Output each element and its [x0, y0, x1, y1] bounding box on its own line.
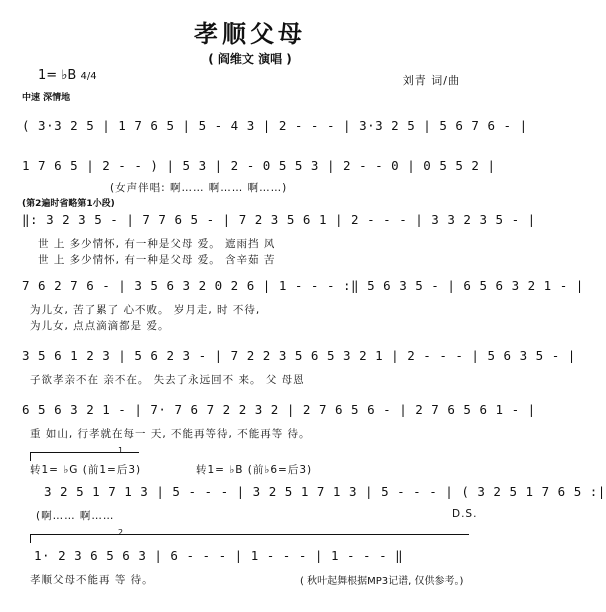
credit-line: 刘青 词/曲 [402, 74, 460, 87]
tempo-mark: 中速 深情地 [22, 93, 71, 103]
system-4-lyric-2: 为儿女, 点点滴滴都是 爱。 [30, 320, 170, 332]
system-7-lyric: (啊…… 啊…… [36, 510, 115, 522]
transpose-2: 转1= ♭B (前♭6=后3) [196, 464, 313, 476]
system-6-lyric: 重 如山, 行孝就在每一 天, 不能再等待, 不能再等 待。 [30, 428, 311, 440]
transpose-1: 转1= ♭G (前1=后3) [30, 464, 142, 476]
time-signature: 4/4 [80, 71, 97, 82]
system-5-music: 3 5 6 1 2 3 | 5 6 2 3 - | 7 2 2 3 5 6 5 3 2 1 | 2 - - - | 5 6 3 5 - | [22, 348, 576, 363]
system-4-music: 7 6 2 7 6 - | 3 5 6 3 2 0 2 6 | 1 - - - :‖ 5 6 3 5 - | 6 5 6 3 2 1 - | [22, 278, 584, 293]
ending-2-bracket [30, 534, 469, 543]
system-8-lyric: 孝顺父母不能再 等 待。 [30, 574, 154, 586]
system-2-music: 1 7 6 5 | 2 - - ) | 5 3 | 2 - 0 5 5 3 | 2 - - 0 | 0 5 5 2 | [22, 158, 496, 173]
system-3-music: ‖: 3 2 3 5 - | 7 7 6 5 - | 7 2 3 5 6 1 | 2 - - - | 3 3 2 3 5 - | [22, 212, 536, 227]
system-1-music: ( 3·3 2 5 | 1 7 6 5 | 5 - 4 3 | 2 - - - | 3·3 2 5 | 5 6 7 6 - | [22, 118, 528, 133]
key-signature [38, 68, 97, 83]
system-7-music: 3 2 5 1 7 1 3 | 5 - - - | 3 2 5 1 7 1 3 | 5 - - - | ( 3 2 5 1 7 6 5 :| [44, 484, 606, 499]
system-8-music: 1· 2 3 6 5 6 3 | 6 - - - | 1 - - - | 1 - - - ‖ [34, 548, 404, 563]
ds-mark: D.S. [452, 508, 478, 520]
ending-1-number: 1. [118, 446, 126, 455]
footnote: ( 秋叶起舞根据MP3记谱, 仅供参考。) [300, 576, 464, 587]
system-4-lyric-1: 为儿女, 苦了累了 心不败。 岁月走, 时 不待, [30, 304, 261, 316]
ending-2-number: 2. [118, 528, 126, 537]
system-2-lyric: (女声伴唱: 啊…… 啊…… 啊……) [110, 182, 288, 194]
repeat-note: (第2遍时省略第1小段) [22, 199, 115, 209]
key-text: 1= ♭B [38, 68, 77, 83]
system-3-lyric-1: 世 上 多少情怀, 有一种是父母 爱。 遮雨挡 风 [38, 238, 276, 250]
performer-line: ( 阎维文 演唱 ) [208, 52, 292, 66]
system-3-lyric-2: 世 上 多少情怀, 有一种是父母 爱。 含辛茹 苦 [38, 254, 276, 266]
system-6-music: 6 5 6 3 2 1 - | 7· 7 6 7 2 2 3 2 | 2 7 6 5 6 - | 2 7 6 5 6 1 - | [22, 402, 536, 417]
system-5-lyric: 子欲孝亲不在 亲不在。 失去了永远回不 来。 父 母恩 [30, 374, 305, 386]
page-title: 孝顺父母 [194, 20, 306, 48]
